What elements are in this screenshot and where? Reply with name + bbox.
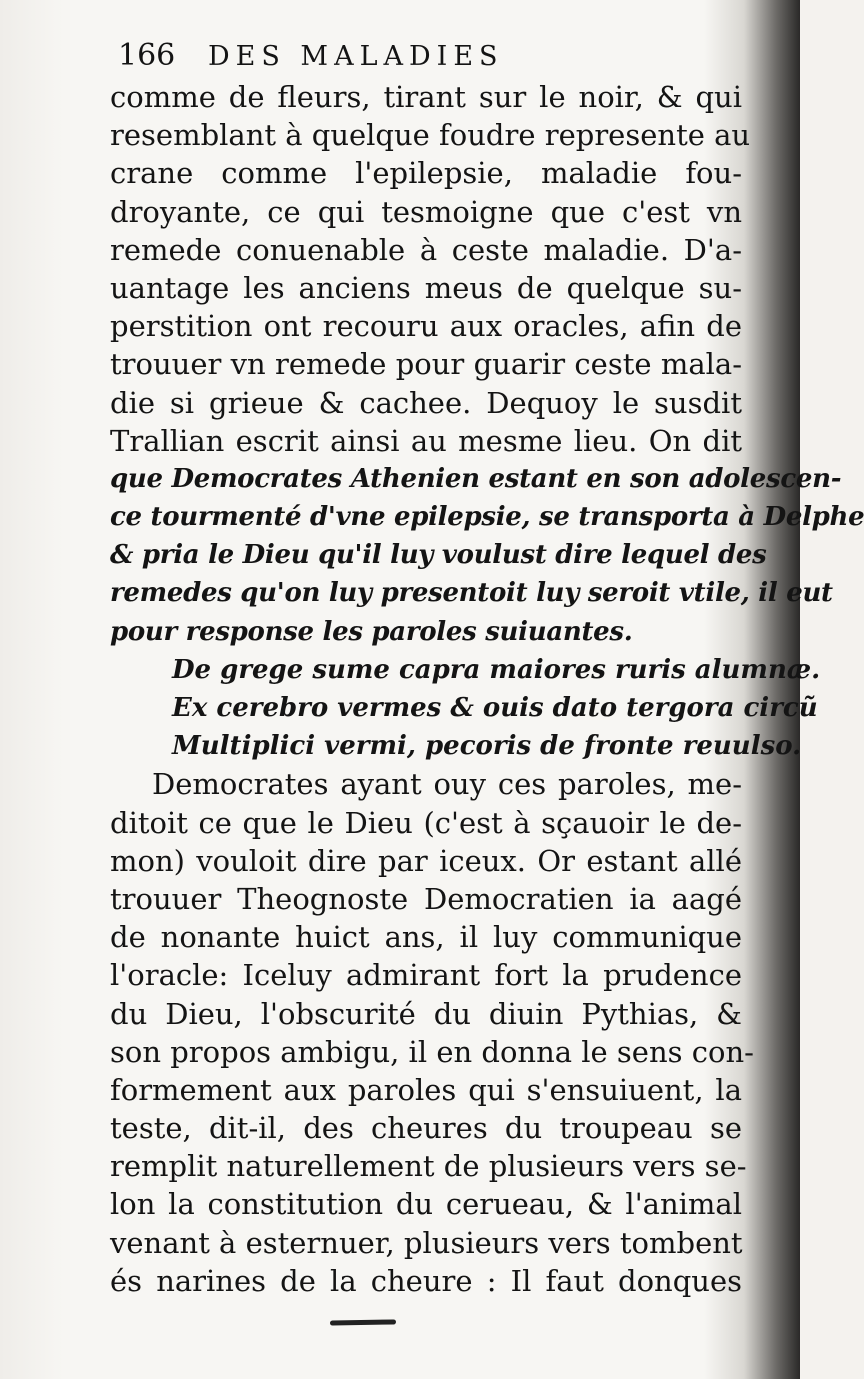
text-line: son propos ambigu, il en donna le sens con- [110,1034,754,1069]
text-line: lon la constitution du cerueau, & l'animal [110,1187,742,1222]
text-line: remedes qu'on luy presentoit luy seroit vtile, il eut [110,578,833,609]
text-line: remede conuenable à ceste maladie. D'a- [110,232,742,267]
text-line: l'oracle: Iceluy admirant fort la prudence [110,958,742,993]
text-line: De grege sume capra maiores ruris alumnæ. [172,654,821,685]
text-line: Trallian escrit ainsi au mesme lieu. On dit [110,423,742,458]
text-line: mon) vouloit dire par iceux. Or estant allé [110,843,742,878]
text-line: pour response les paroles suiuantes. [110,616,633,647]
body-text [110,78,864,1300]
text-line: & pria le Dieu qu'il luy voulust dire lequel des [110,540,767,571]
text-line: die si grieue & cachee. Dequoy le susdit [110,385,742,420]
text-line: ce tourmenté d'vne epilepsie, se transporta à Delphe [110,502,864,533]
text-line: venant à esternuer, plusieurs vers tombent [110,1225,743,1260]
text-line: crane comme l'epilepsie, maladie fou- [110,156,742,191]
running-head: DES MALADIES [208,41,504,72]
text-line: Democrates ayant ouy ces paroles, me- [152,767,742,802]
text-line: trouuer Theognoste Democratien ia aagé [110,881,742,916]
text-line: formement aux paroles qui s'ensuiuent, la [110,1072,742,1107]
text-line: teste, dit-il, des cheures du troupeau se [110,1111,742,1146]
text-line: perstition ont recouru aux oracles, afin de [110,309,742,344]
page-number: 166 [118,38,176,73]
text-line: Multiplici vermi, pecoris de fronte reuulso. [172,731,802,762]
ornament-rule [330,1320,410,1328]
text-line: du Dieu, l'obscurité du diuin Pythias, & [110,996,742,1031]
text-line: Ex cerebro vermes & ouis dato tergora circũ [172,693,818,723]
text-line: resemblant à quelque foudre represente au [110,118,751,153]
page-header [118,38,598,82]
text-line: uantage les anciens meus de quelque su- [110,270,742,305]
text-line: ditoit ce que le Dieu (c'est à sçauoir le de- [110,805,742,840]
text-line: de nonante huict ans, il luy communique [110,920,742,955]
text-line: és narines de la cheure : Il faut donques [110,1263,742,1298]
text-line: trouuer vn remede pour guarir ceste mala- [110,347,742,382]
text-line: remplit naturellement de plusieurs vers se- [110,1149,747,1184]
text-line: que Democrates Athenien estant en son adolescen- [110,463,842,494]
text-line: droyante, ce qui tesmoigne que c'est vn [110,194,742,229]
text-line: comme de fleurs, tirant sur le noir, & qui [110,80,742,114]
